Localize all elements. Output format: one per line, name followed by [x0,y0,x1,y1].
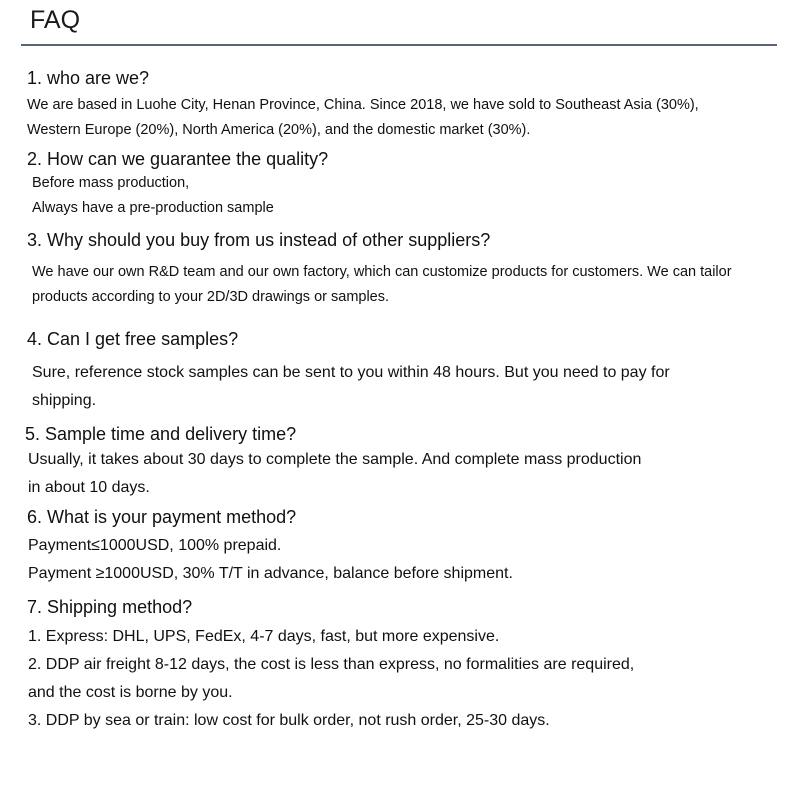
faq-answer-5-line-2: in about 10 days. [28,479,150,496]
faq-answer-7-line-3: and the cost is borne by you. [28,684,233,701]
faq-question-4: 4. Can I get free samples? [27,329,239,349]
faq-answer-3-line-1: We have our own R&D team and our own factory, which can customize products for customers. We can tailor [32,264,732,280]
faq-answer-6-line-2: Payment ≥1000USD, 30% T/T in advance, balance before shipment. [28,565,513,582]
faq-question-2: 2. How can we guarantee the quality? [27,149,329,169]
faq-answer-1-line-1: We are based in Luohe City, Henan Province, China. Since 2018, we have sold to Southeast Asia (30%), [27,97,699,113]
faq-answer-5-line-1: Usually, it takes about 30 days to complete the sample. And complete mass production [28,451,642,468]
faq-question-5: 5. Sample time and delivery time? [25,424,297,444]
faq-answer-7-line-2: 2. DDP air freight 8-12 days, the cost is less than express, no formalities are required, [28,656,635,673]
faq-answer-1-line-2: Western Europe (20%), North America (20%), and the domestic market (30%). [27,122,531,138]
faq-answer-7-line-1: 1. Express: DHL, UPS, FedEx, 4-7 days, fast, but more expensive. [28,628,500,645]
faq-answer-4-line-1: Sure, reference stock samples can be sent to you within 48 hours. But you need to pay for [32,364,670,381]
faq-answer-6-line-1: Payment≤1000USD, 100% prepaid. [28,537,282,554]
faq-question-1: 1. who are we? [27,68,150,88]
faq-question-3: 3. Why should you buy from us instead of other suppliers? [27,230,491,250]
faq-answer-4-line-2: shipping. [32,392,97,409]
faq-question-6: 6. What is your payment method? [27,507,297,527]
faq-answer-2-line-1: Before mass production, [32,175,190,191]
faq-answer-7-line-4: 3. DDP by sea or train: low cost for bulk order, not rush order, 25-30 days. [28,712,550,729]
title-divider [21,44,777,46]
faq-answer-3-line-2: products according to your 2D/3D drawings or samples. [32,289,390,305]
faq-question-7: 7. Shipping method? [27,597,193,617]
page-title: FAQ [30,6,81,34]
faq-answer-2-line-2: Always have a pre-production sample [32,200,274,216]
